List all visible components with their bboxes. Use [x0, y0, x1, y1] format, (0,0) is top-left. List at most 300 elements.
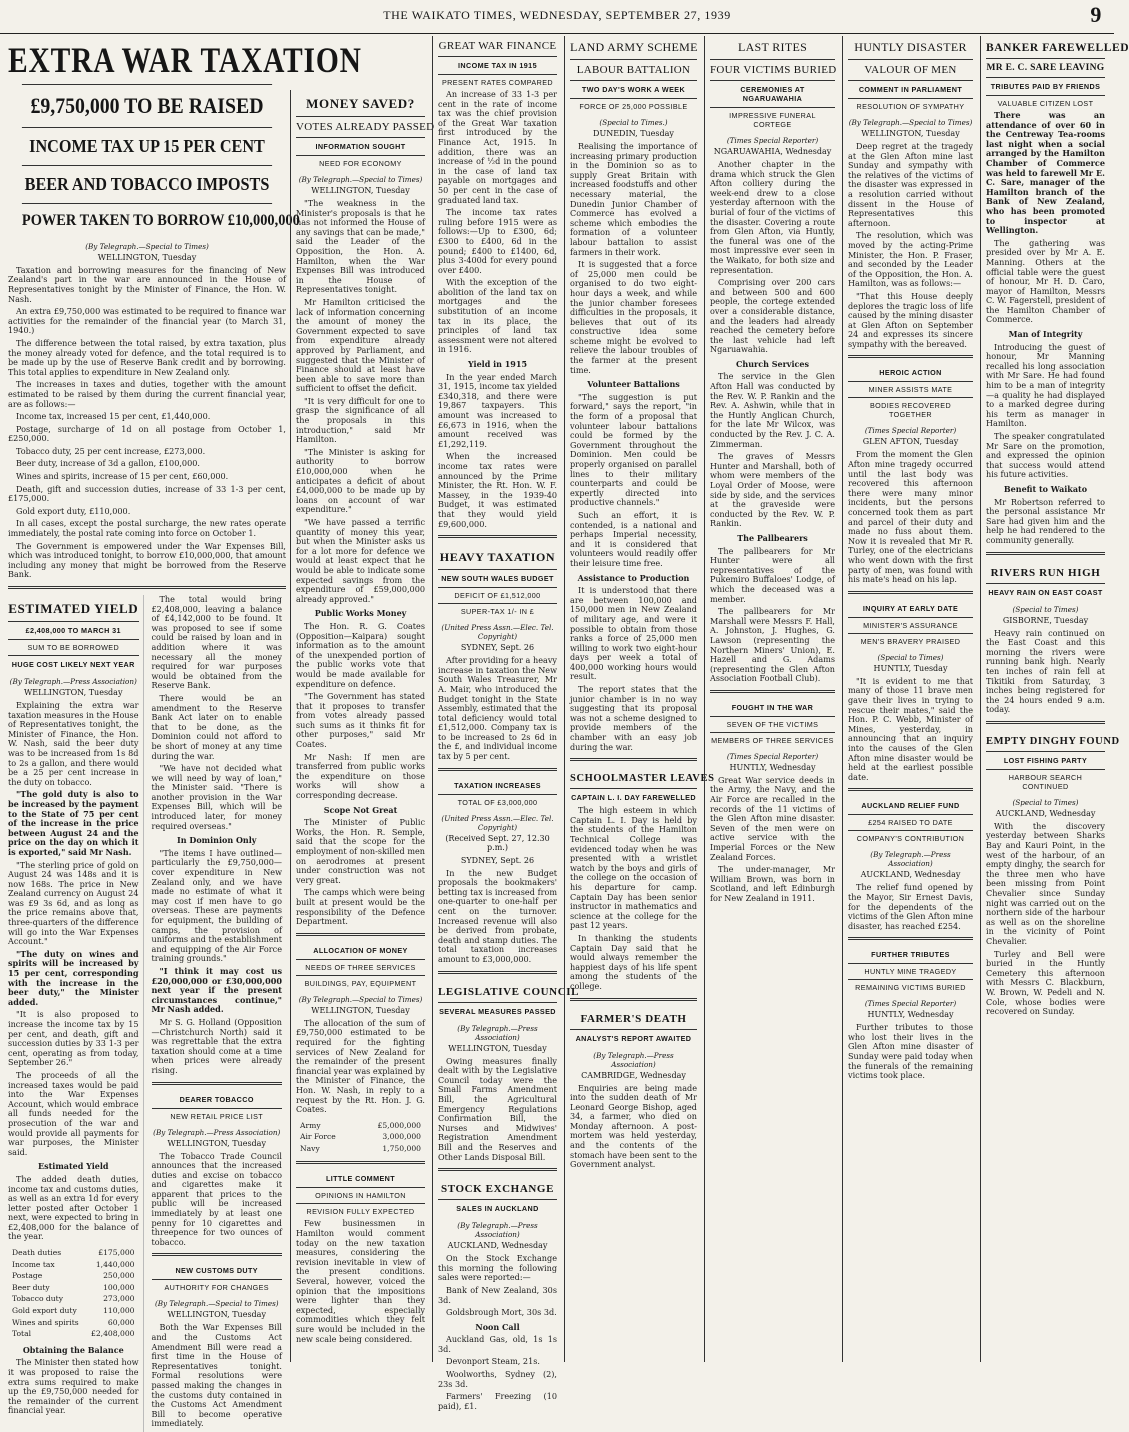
money-para: "The Government has stated that it proposes to transfer from votes already passed such sums as it thinks fit for other purposes," said Mr Coates.	[296, 691, 425, 750]
table-cell: 273,000	[103, 1294, 135, 1304]
little-para: Few businessmen in Hamilton would comment today on the new taxation measures, considering the revision inevitable in view of the present conditions. Several, however, voiced the opinion that the impositions were lighter than they expected, especially commodities which they felt sure would be included in the new scale being considered.	[296, 1218, 425, 1344]
lead-para: The Government is empowered under the War Expenses Bill, which was introduced tonight, to borrow £10,000,000, that amount including any money that might be borrowed from the Reserve Bank.	[8, 540, 286, 580]
heavy-heads	[438, 544, 557, 619]
fought-byline: (Times Special Reporter)	[726, 751, 819, 761]
school-para: In thanking the students Captain Day said that he would always remember the happiest days of his life spent among the students of the college.	[570, 932, 697, 991]
fought-para: The under-manager, Mr William Brown, was born in Scotland, and left Edinburgh for New Zealand in 1911.	[710, 864, 835, 903]
rivers-byline: (Special to Times)	[1012, 604, 1079, 614]
stock-line: Woolworths, Sydney (2), 23s 3d.	[438, 1369, 557, 1389]
lead-subcolumns	[8, 595, 286, 1432]
dinghy-h3: HARBOUR SEARCH CONTINUED	[986, 769, 1105, 794]
divider	[8, 586, 286, 589]
divider	[296, 1161, 425, 1164]
masthead-title: THE WAIKATO TIMES, WEDNESDAY, SEPTEMBER 27, 1939	[383, 8, 731, 22]
rites-para: The service in the Glen Afton Hall was conducted by the Rev. W. P. Rankin and the Rev. A. Ashwin, while that in the Huntly Anglican Church, for the late Mr Wilcox, was conducted by the Rev. J. C. A. Zimmerman.	[710, 371, 835, 449]
lead-para: Income tax, increased 15 per cent, £1,440,000.	[16, 411, 211, 422]
relief-dateline: AUCKLAND, Wednesday	[860, 870, 961, 880]
estimated-title: ESTIMATED YIELD	[8, 601, 139, 617]
land-para: "The suggestion is put forward," says the report, "in the form of a proposal that volunteer labour battalions could be formed by the Government throughout the Dominion. Men could be properly organised on parallel lines to their military counterparts and could be expertly directed into productive channels."	[570, 391, 697, 508]
table-cell: 110,000	[103, 1306, 135, 1316]
little-h3: REVISION FULLY EXPECTED	[296, 1203, 425, 1219]
lead-para: Wines and spirits, increase of 15 per cent, £60,000.	[16, 471, 229, 482]
taxinc-dateline-2: SYDNEY, Sept. 26	[460, 855, 535, 865]
relief-h2: £254 RAISED TO DATE	[848, 814, 973, 830]
land-dateline: DUNEDIN, Tuesday	[593, 129, 674, 138]
relief-body	[848, 883, 973, 931]
stock-line: Farmers' Freezing (10 paid), £1.	[438, 1391, 557, 1411]
banker-heads	[986, 36, 1129, 111]
further-body	[848, 1023, 973, 1081]
divider	[570, 758, 697, 761]
money-para: The camps which were being built at present would be the responsibility of the Defence Department.	[296, 887, 425, 927]
rites-para: The pallbearers for Mr Marshall were Messrs F. Hall, A. Johnston, J. Hughes, G. Lawson (representing the Northern Miners' Union), E. Hazell and G. Adams (representing the Glen Afton Association Football Club).	[710, 606, 835, 684]
money-h4: NEED FOR ECONOMY	[296, 155, 425, 171]
alloc-byline: (By Telegraph.—Special to Times)	[298, 994, 423, 1004]
lead-para: Gold export duty, £110,000.	[16, 505, 131, 516]
inquiry-byline: (Special to Times)	[877, 652, 944, 662]
divider	[438, 535, 557, 538]
dearer-byline: (By Telegraph.—Press Association)	[153, 1127, 281, 1137]
table-cell: Postage	[12, 1271, 43, 1281]
heavy-byline: (United Press Assn.—Elec. Tel. Copyright)	[441, 623, 554, 642]
table-cell: Air Force	[300, 1132, 336, 1142]
land-body	[570, 142, 697, 752]
rites-byline: (Times Special Reporter)	[726, 136, 819, 145]
rites-body	[710, 160, 835, 684]
fought-para: Great War service deeds in the Army, the Navy, and the Air Force are recalled in the records of the 11 victims of the Glen Afton mine disaster. Seven of the men were on active service with the Imperial Forces or the New Zealand Forces.	[710, 774, 835, 862]
money-dateline: WELLINGTON, Tuesday	[311, 186, 410, 195]
relief-para: The relief fund opened by the Mayor, Sir Ernest Davis, for the dependents of the victims of the Glen Afton mine disaster, has reached £254.	[848, 882, 973, 931]
land-para: Realising the importance of increasing primary production in the Dominion so as to supply Great Britain with increased foodstuffs and other necessary material, the Dunedin Junior Chamber of Commerce has evolved a scheme which embodies the formation of a volunteer labour battalion to assist farmers in their work.	[570, 141, 697, 257]
land-title: LAND ARMY SCHEME	[570, 40, 698, 54]
estimated-para: The Minister then stated how it was proposed to raise the extra sums required to make up the £9,750,000 needed for the remainder of the current financial year.	[8, 1357, 139, 1416]
leg-byline: (By Telegraph.—Press Association)	[457, 1023, 538, 1042]
table-row	[10, 1306, 137, 1316]
rites-para: Comprising over 200 cars and between 500 and 600 people, the cortege extended over a considerable distance, and the leaders had already reached the cemetery before the last vehicle had left Ngaruawahia.	[710, 277, 835, 355]
money-para: "The Minister is asking for authority to borrow £10,000,000 when he anticipates a deficit of about £4,000,000 to be made up by loans on account of war expenditure."	[296, 446, 425, 515]
lead-para: An extra £9,750,000 was estimated to be required to finance war activities for the remainder of the financial year (to March 31, 1940.)	[8, 306, 286, 336]
rivers-heads	[986, 561, 1105, 601]
finance-para: An increase of 33 1-3 per cent in the rate of income tax was the chief provision of the Great War taxation first introduced by the Finance Act, 1915. In addition, there was an increase of ½d in the pound in the case of land tax payable on mortgages and 50 per cent in the case of graduated land tax.	[438, 89, 557, 205]
heroic-byline: (Times Special Reporter)	[864, 426, 957, 436]
school-heads	[570, 767, 715, 806]
estimated-para: "The duty on wines and spirits will be increased by 15 per cent, corresponding with the increase in the beer duty," the Minister added.	[8, 948, 139, 1007]
estimated-h4: HUGE COST LIKELY NEXT YEAR	[8, 655, 139, 673]
customs-dateline: WELLINGTON, Tuesday	[167, 1310, 266, 1320]
stock-subhead: Noon Call	[475, 1321, 520, 1332]
money-h2: VOTES ALREADY PASSED	[296, 116, 425, 137]
money-subhead-2: Scope Not Great	[323, 804, 398, 815]
estimated-para: Explaining the extra war taxation measures in the House of Representatives tonight, the Minister of Finance, the Hon. W. Nash, said the beer duty was to be increased from 1s 8d to 2s a gallon, and there would be a 25 per cent increase in the duty on tobacco.	[8, 700, 139, 787]
heroic-body	[848, 450, 973, 584]
dearer-para: The Tobacco Trade Council announces that the increased duties and excise on tobacco and cigarettes make it apparent that prices to the public will be increased immediately by at least one penny for 10 cigarettes and threepence for two ounces of tobacco.	[151, 1150, 282, 1247]
estimated-body	[8, 701, 139, 1416]
money-body	[296, 199, 425, 927]
taxinc-heads	[438, 777, 557, 810]
rivers-body	[986, 629, 1105, 715]
finance-para: When the increased income tax rates were announced by the Prime Minister, the Rt. Hon. W. F. Massey, in the 1939-40 Budget, it was estimated that they would yield £9,600,000.	[438, 451, 557, 529]
continuation-para: "We have not decided what we will need by way of loan," the Minister said. "There is another provision in the War Expenses Bill, which will be introduced later, for money required overseas."	[151, 763, 282, 831]
taxinc-dateline: (Received Sept. 27, 12.30 p.m.)	[445, 833, 550, 852]
dinghy-para: With the discovery yesterday between Sharks Bay and Kauri Point, in the west of the harbour, of an empty dinghy, the search for the three men who have been missing from Point Chevalier since Sunday night was carried out on the northern side of the harbour as well as on the shoreline in the vicinity of Point Chevalier.	[986, 820, 1105, 946]
divider	[570, 998, 697, 1001]
table-row	[10, 1318, 137, 1328]
customs-para: Both the War Expenses Bill and the Customs Act Amendment Bill were read a first time in the House of Representatives tonight. Formal resolutions were passed making the changes in the customs duty contained in the Customs Act Amendment Bill to become operative immediately.	[151, 1322, 282, 1429]
heroic-para: From the moment the Glen Afton mine tragedy occurred until the last body was recovered this afternoon there were many minor incidents, but the persons concerned took them as part and parcel of their duty and made no fuss about them. Now it is revealed that Mr R. Turley, one of the electricians who went down with the first party of men, was found with his mate's head on his lap.	[848, 449, 973, 585]
farmer-h2: ANALYST'S REPORT AWAITED	[570, 1029, 697, 1047]
alloc-h3: BUILDINGS, PAY, EQUIPMENT	[296, 975, 425, 991]
land-h2: LABOUR BATTALION	[570, 59, 697, 80]
dinghy-title: EMPTY DINGHY FOUND	[986, 735, 1120, 747]
money-para: "We have passed a terrific quantity of money this year, but when the Minister asks us for a lot more for defence we would at least expect that he would be able to indicate some expected savings from the expenditure of £59,000,000 already approved."	[296, 517, 425, 604]
rites-subhead: Church Services	[736, 358, 809, 369]
table-row	[10, 1260, 137, 1270]
table-cell: 60,000	[107, 1317, 135, 1327]
table-row	[298, 1132, 423, 1142]
table-cell: 250,000	[103, 1271, 135, 1281]
divider	[438, 1168, 557, 1171]
banker-para: There was an attendance of over 60 in the Centreway Tea-rooms last night when a social arranged by the Hamilton Chamber of Commerce was held to farewell Mr E. C. Sare, manager of the Hamilton branch of the Bank of New Zealand, who has been promoted to inspector at Wellington.	[986, 110, 1105, 236]
heroic-heads	[848, 364, 973, 422]
stock-dateline: AUCKLAND, Wednesday	[447, 1241, 548, 1251]
table-cell: £5,000,000	[377, 1120, 421, 1130]
divider	[438, 768, 557, 771]
leg-title: LEGISLATIVE COUNCIL	[438, 985, 580, 998]
relief-heads	[848, 797, 973, 846]
land-subhead: Volunteer Battalions	[587, 379, 680, 390]
land-heads	[570, 36, 697, 114]
school-h2: CAPTAIN L. I. DAY FAREWELLED	[570, 788, 697, 806]
land-para: It is suggested that a force of 25,000 men could be organised to do two eight-hour days a week, and while the junior chamber foresees difficulties in the proposals, it believes that out of its constructive idea some scheme might be evolved to relieve the labour troubles of the farmer at the present time.	[570, 259, 697, 375]
lead-dateline: WELLINGTON, Tuesday	[97, 252, 197, 262]
further-byline: (Times Special Reporter)	[864, 999, 957, 1009]
table-cell: Tobacco duty	[12, 1294, 64, 1304]
table-cell: 100,000	[103, 1282, 135, 1292]
land-army-column	[564, 36, 715, 1362]
customs-heads	[152, 1262, 283, 1295]
table-cell: Navy	[300, 1143, 320, 1153]
divider	[986, 721, 1105, 724]
lead-para: In all cases, except the postal surcharge, the new rates operate immediately, the postal rate coming into force on October 1.	[8, 518, 286, 539]
further-heads	[848, 946, 973, 995]
stock-byline: (By Telegraph.—Press Association)	[457, 1221, 538, 1240]
table-cell: £175,000	[98, 1248, 135, 1258]
table-cell: Beer duty	[12, 1282, 50, 1292]
leg-para: Owing measures finally dealt with by the Legislative Council today were the Small Farms Amendment Bill, the Agricultural Emergency Regulations Confirmation Bill, the Nurses and Midwives' Registration Amendment Bill and the Reserves and Other Lands Disposal Bill.	[438, 1055, 557, 1162]
heroic-h3: BODIES RECOVERED TOGETHER	[848, 397, 973, 422]
huntly-dateline: WELLINGTON, Tuesday	[861, 129, 960, 138]
dearer-dateline: WELLINGTON, Tuesday	[167, 1138, 266, 1148]
lead-continuation	[152, 595, 287, 1432]
dearer-h2: NEW RETAIL PRICE LIST	[152, 1108, 283, 1124]
alloc-h2: NEEDS OF THREE SERVICES	[296, 959, 425, 975]
inquiry-title: INQUIRY AT EARLY DATE	[862, 603, 959, 613]
huntly-para: Deep regret at the tragedy at the Glen Afton mine last Sunday and sympathy with the relatives of the victims of the disaster was expressed in a resolution carried without dissent in the House of Representatives this afternoon.	[848, 141, 973, 228]
banker-para: Mr Robertson referred to the personal assistance Mr Sare had given him and the help he had rendered to the community generally.	[986, 496, 1105, 545]
divider	[152, 1082, 283, 1085]
rites-h2: FOUR VICTIMS BURIED	[710, 59, 835, 80]
masthead	[0, 0, 1114, 34]
customs-h2: AUTHORITY FOR CHANGES	[152, 1279, 283, 1295]
taxinc-h2: TOTAL OF £3,000,000	[438, 794, 557, 810]
table-cell: Income tax	[12, 1259, 55, 1269]
stock-heads	[438, 1177, 557, 1217]
alloc-body	[296, 1019, 425, 1156]
table-cell: £2,408,000	[91, 1329, 135, 1339]
rivers-title: RIVERS RUN HIGH	[990, 566, 1101, 579]
rites-heads	[710, 36, 835, 132]
rites-h4: IMPRESSIVE FUNERAL CORTEGE	[710, 107, 835, 132]
huntly-para: The resolution, which was moved by the acting-Prime Minister, the Hon. P. Fraser, and seconded by the Leader of the Opposition, the Hon. A. Hamilton, was as follows:—	[848, 230, 973, 289]
inquiry-para: "It is evident to me that many of those 11 brave men gave their lives in trying to rescue their mates," said the Hon. P. C. Webb, Minister of Mines, yesterday, in announcing that an inquiry into the causes of the Glen Afton mine disaster would be held at the earliest possible date.	[848, 675, 973, 782]
further-title: FURTHER TRIBUTES	[871, 950, 950, 960]
alloc-dateline: WELLINGTON, Tuesday	[311, 1005, 410, 1015]
dinghy-h2: LOST FISHING PARTY	[986, 751, 1105, 769]
last-rites-column	[704, 36, 840, 1362]
relief-h3: COMPANY'S CONTRIBUTION	[848, 830, 973, 846]
taxinc-body	[438, 869, 557, 965]
banker-para: The speaker congratulated Mr Sare on the promotion, and expressed the opinion that success would attend his future activities.	[986, 431, 1105, 480]
continuation-para: Mr S. G. Holland (Opposition—Christchurch North) said it was regrettable that the extra taxation should come at a time when prices were already rising.	[151, 1016, 282, 1075]
estimated-para: The proceeds of all the increased taxes would be paid into the War Expenses Account, which would embrace all funds needed for the prosecution of the war and would provide all payments for war purposes, the Minister said.	[8, 1069, 139, 1157]
inquiry-body	[848, 677, 973, 783]
dearer-title: DEARER TOBACCO	[179, 1094, 254, 1104]
banker-h3: TRIBUTES PAID BY FRIENDS	[986, 77, 1105, 95]
rites-para: The pallbearers for Mr Hunter were all representatives of the Pukemiro Buffaloes' Lodge, of which the deceased was a member.	[710, 545, 835, 604]
banker-h4: VALUABLE CITIZEN LOST	[986, 95, 1105, 111]
lead-sub1: £9,750,000 TO BE RAISED	[22, 84, 272, 127]
table-cell: Total	[12, 1329, 32, 1339]
money-saved-column	[290, 90, 435, 1362]
lead-sub2: INCOME TAX UP 15 PER CENT	[22, 127, 272, 165]
divider	[152, 1253, 283, 1256]
estimated-h3: SUM TO BE BORROWED	[8, 639, 139, 655]
dinghy-heads	[986, 730, 1120, 794]
lead-para: Death, gift and succession duties, increase of 33 1-3 per cent, £175,000.	[8, 483, 286, 504]
money-para: Mr Hamilton criticised the lack of information concerning the amount of money the Government expected to save from expenditure already approved by Parliament, and suggested that the Minister of Finance should at least have been able to save more than sufficient to offset the deficit.	[296, 296, 425, 394]
table-cell: Gold export duty	[12, 1306, 77, 1316]
stock-line: Auckland Gas, old, 1s 1s 3d.	[438, 1334, 557, 1354]
table-row	[10, 1294, 137, 1304]
money-para: The Minister of Public Works, the Hon. R. Semple, said that the scope for the employment of non-skilled men on aerodromes at present under construction was not very great.	[296, 817, 425, 885]
continuation-body	[152, 595, 283, 1076]
farmer-byline: (By Telegraph.—Press Association)	[593, 1050, 674, 1069]
table-cell: 3,000,000	[382, 1132, 421, 1142]
land-para: The report states that the junior chamber is in no way suggesting that its proposal was not a scheme designed to provide members of the chamber with an easy job during the war.	[570, 684, 697, 752]
heroic-title: HEROIC ACTION	[879, 368, 942, 378]
dinghy-body	[986, 822, 1105, 1017]
land-h3: TWO DAY'S WORK A WEEK	[570, 80, 697, 98]
banker-para: Introducing the guest of honour, Mr Manning recalled his long association with Mr Sare. He had found him to be a man of integrity—a quality he had displayed to a marked degree during his term as manager in Hamilton.	[986, 341, 1105, 429]
heavy-para: After providing for a heavy increase in taxation the New South Wales Treasurer, Mr A. Mair, who introduced the Budget tonight in the State Assembly, estimated that the total deficiency would total £1,512,000. Company tax is to be increased to 2s 6d in the £, and individual income tax by 5 per cent.	[438, 655, 557, 762]
inquiry-h2: MINISTER'S ASSURANCE	[848, 617, 973, 633]
rivers-para: Heavy rain continued on the East Coast and this morning the rivers were running bank high. Nearly ten inches of rain fell at Tikitiki from Saturday, 3 inches being registered for the 24 hours ended 9 a.m. today.	[986, 627, 1105, 715]
lead-byline: (By Telegraph.—Special to Times)	[85, 241, 209, 251]
heavy-title: HEAVY TAXATION	[439, 550, 556, 565]
estimated-para: "It is also proposed to increase the income tax by 15 per cent, and death, gift and succession duties by 33 1-3 per cent, operating as from today, September 26."	[8, 1009, 139, 1068]
estimated-para: "The gold duty is also to be increased by the payment to the State of 75 per cent of the increase in the price between August 24 and the price on the day on which it is exported," said Mr Nash.	[8, 789, 139, 857]
estimated-subhead-2: Obtaining the Balance	[22, 1344, 124, 1355]
leg-heads	[438, 980, 580, 1020]
money-heads	[296, 90, 435, 171]
banker-subhead: Man of Integrity	[1008, 329, 1083, 340]
table-row	[10, 1283, 137, 1293]
taxinc-para: In the new Budget proposals the bookmakers' betting tax is increased from one-quarter to one-half per cent on the turnover. Increased revenue will also be derived from probate, death and stamp duties. The total taxation increases amount to £3,000,000.	[438, 867, 557, 964]
finance-para: In the year ended March 31, 1915, income tax yielded £340,318, and there were 19,867 taxpayers. This amount was increased to £6,673 in 1916, when the amount received was £1,292,119.	[438, 371, 557, 449]
finance-para: The income tax rates ruling before 1915 were as follows:—Up to £300, 6d; £300 to £400, 6d in the pound; £400 to £1400, 6d, plus 3-400d for every pound over £400.	[438, 207, 557, 275]
heavy-h2: NEW SOUTH WALES BUDGET	[438, 569, 557, 587]
divider	[296, 933, 425, 936]
rivers-h2: HEAVY RAIN ON EAST COAST	[986, 583, 1105, 601]
continuation-para: There would be an amendment to the Reserve Bank Act later on to enable that to be done, as the Dominion could not afford to be short of money at any time during the war.	[151, 692, 282, 761]
finance-column	[432, 36, 580, 1411]
continuation-para: "The items I have outlined—particularly the £9,750,000—cover expenditure in New Zealand only, and we have made no estimate of what it may cost if men have to go overseas. These are payments for equipment, the building of camps, the provision of uniforms and the establishment and equipping of the Air Force training grounds."	[151, 847, 282, 964]
huntly-heads	[848, 36, 973, 114]
lead-body	[8, 266, 286, 580]
estimated-heads	[8, 595, 139, 673]
huntly-para: "That this House deeply deplores the tragic loss of life caused by the mining disaster at Glen Afton on September 24 and expresses its sincere sympathy with the bereaved.	[848, 290, 973, 349]
land-byline: (Special to Times.)	[599, 118, 668, 127]
table-cell: 1,440,000	[95, 1259, 135, 1269]
finance-h2: INCOME TAX IN 1915	[438, 56, 557, 74]
banker-subhead-2: Benefit to Waikato	[1003, 483, 1088, 494]
huntly-h3: COMMENT IN PARLIAMENT	[848, 80, 973, 98]
rites-h3: CEREMONIES AT NGARUAWAHIA	[710, 80, 835, 107]
alloc-heads	[296, 942, 425, 991]
lead-sub3: BEER AND TOBACCO IMPOSTS	[22, 165, 272, 203]
land-para: It is understood that there are between 100,000 and 150,000 men in New Zealand of military age, and were it possible to obtain from those ranks a force of 25,000 men willing to work two eight-hour days per week a total of 400,000 working hours would result.	[570, 585, 697, 682]
alloc-table	[296, 1119, 425, 1156]
rivers-dateline: GISBORNE, Tuesday	[1002, 615, 1089, 625]
fought-h2: SEVEN OF THE VICTIMS	[710, 716, 835, 732]
rites-title: LAST RITES	[737, 40, 808, 54]
dinghy-para: Turley and Bell were buried in the Huntly Cemetery this afternoon with Messrs C. Blackburn, W. Brown, W. Pedeli and N. Cole, whose bodies were recovered on Sunday.	[986, 948, 1105, 1017]
finance-body	[438, 90, 557, 529]
land-para: Such an effort, it is contended, is a national and perhaps Imperial necessity, and it is considered that volunteers would readily offer their leisure time free.	[570, 509, 697, 568]
lead-sub4: POWER TAKEN TO BORROW £10,000,000	[22, 203, 272, 238]
leg-body	[438, 1057, 557, 1163]
money-para: Mr Nash: If men are transferred from public works the expenditure on those works will show a corresponding decrease.	[296, 751, 425, 801]
inquiry-dateline: HUNTLY, Tuesday	[873, 663, 948, 673]
little-body	[296, 1219, 425, 1344]
finance-title: GREAT WAR FINANCE	[438, 40, 557, 52]
little-heads	[296, 1170, 425, 1219]
customs-body	[152, 1323, 283, 1429]
huntly-byline: (By Telegraph.—Special to Times)	[848, 118, 973, 127]
divider	[438, 971, 557, 974]
banker-title: BANKER FAREWELLED	[986, 42, 1129, 54]
alloc-para: The allocation of the sum of £9,750,000 estimated to be required for the fighting services of New Zealand for the remainder of the present financial year was explained by the Minister of Finance, the Hon. W. Nash, in reply to a request by the Rt. Hon. J. G. Coates.	[296, 1017, 425, 1115]
finance-heads	[438, 36, 557, 90]
farmer-dateline: CAMBRIDGE, Wednesday	[581, 1070, 686, 1080]
relief-title: AUCKLAND RELIEF FUND	[861, 801, 960, 811]
little-h2: OPINIONS IN HAMILTON	[296, 1187, 425, 1203]
table-cell: Wines and spirits	[12, 1317, 79, 1327]
customs-title: NEW CUSTOMS DUTY	[175, 1266, 259, 1276]
huntly-title: HUNTLY DISASTER	[854, 40, 967, 54]
rites-subhead-2: The Pallbearers	[737, 532, 808, 543]
banker-column	[980, 36, 1129, 1362]
stock-para: On the Stock Exchange this morning the following sales were reported:—	[438, 1253, 557, 1283]
heavy-dateline: SYDNEY, Sept. 26	[460, 643, 535, 653]
huntly-disaster-column	[842, 36, 978, 1362]
money-para: "The weakness in the Minister's proposals is that he has not informed the House of any savings that can be made," said the Leader of the Opposition, the Hon. A. Hamilton, when the War Expenses Bill was introduced in the House of Representatives tonight.	[296, 198, 425, 295]
divider	[848, 788, 973, 791]
estimated-yield-story	[8, 595, 144, 1432]
divider	[848, 355, 973, 358]
lead-headline: EXTRA WAR TAXATION	[8, 40, 362, 80]
taxinc-byline: (United Press Assn.—Elec. Tel. Copyright)	[441, 813, 554, 832]
farmer-body	[570, 1084, 697, 1170]
divider	[986, 552, 1105, 555]
banker-h2: MR E. C. SARE LEAVING	[986, 58, 1105, 77]
page-number: 9	[1090, 2, 1102, 27]
estimated-para: "The sterling price of gold on August 24 was 148s and it is now 168s. The price in New Zealand currency on August 24 was £9 3s 6d, and as long as the price remains above that, three-quarters of the difference will go into the War Expenses Account."	[8, 859, 139, 947]
yield-table	[8, 1246, 139, 1341]
school-body	[570, 806, 697, 991]
lead-para: The increases in taxes and duties, together with the amount estimated to be raised by them during the current financial year, are as follows:—	[8, 379, 286, 409]
lead-para: The difference between the total raised, by extra taxation, plus the money already voted for defence, and the total required is to be made up by the use of Reserve Bank credit and by borrowing. This total applies to expenditure in New Zealand only.	[8, 337, 286, 377]
huntly-h2: VALOUR OF MEN	[848, 59, 973, 80]
farmer-heads	[570, 1007, 697, 1047]
stock-line: Bank of New Zealand, 30s 3d.	[438, 1284, 557, 1305]
little-title: LITTLE COMMENT	[325, 1174, 396, 1184]
land-subhead-2: Assistance to Production	[577, 572, 690, 583]
table-cell: 1,750,000	[382, 1143, 421, 1153]
lead-para: Beer duty, increase of 3d a gallon, £100,000.	[16, 458, 200, 469]
estimated-byline: (By Telegraph.—Press Association)	[9, 677, 137, 687]
banker-para: The gathering was presided over by Mr A. E. Manning. Others at the official table were the guest of honour, Mr H. D. Caro, mayor of Hamilton, Messrs C. W. Fagerstell, president of the Hamilton Chamber of Commerce.	[986, 237, 1105, 325]
dearer-heads	[152, 1091, 283, 1124]
further-h3: REMAINING VICTIMS BURIED	[848, 979, 973, 995]
table-row	[10, 1329, 137, 1339]
banker-body	[986, 111, 1105, 546]
table-row	[298, 1121, 423, 1131]
money-title: MONEY SAVED?	[306, 96, 415, 111]
table-cell: Army	[300, 1120, 321, 1130]
heavy-h3: DEFICIT OF £1,512,000	[438, 587, 557, 603]
stock-body	[438, 1254, 557, 1411]
continuation-subhead: In Dominion Only	[177, 835, 257, 846]
heroic-h2: MINER ASSISTS MATE	[848, 381, 973, 397]
dinghy-dateline: AUCKLAND, Wednesday	[995, 808, 1096, 818]
further-para: Further tributes to those who lost their lives in the Glen Afton mine disaster of Sunday were paid today when the funerals of the remaining victims took place.	[848, 1022, 973, 1081]
finance-subhead: Yield in 1915	[467, 359, 528, 370]
table-row	[10, 1248, 137, 1258]
money-byline: (By Telegraph.—Special to Times)	[298, 175, 423, 184]
continuation-para: "I think it may cost us £20,000,000 or £30,000,000 next year if the present circumstances continue," Mr Nash added.	[151, 965, 282, 1015]
fought-dateline: HUNTLY, Wednesday	[729, 762, 816, 772]
land-h4: FORCE OF 25,000 POSSIBLE	[570, 98, 697, 114]
rites-para: Another chapter in the drama which struck the Glen Afton colliery during the week-end drew to a close yesterday afternoon with the burial of four of the victims of the disaster. Covering a route from Glen Afton, via Huntly, the funeral was one of the most impressive ever seen in the Waikato, for both size and representation.	[710, 159, 835, 275]
fought-title: FOUGHT IN THE WAR	[731, 702, 814, 712]
dearer-body	[152, 1152, 283, 1248]
money-h3: INFORMATION SOUGHT	[296, 137, 425, 155]
finance-para: With the exception of the abolition of the land tax on mortgages and the substitution of an income tax in its place, the principles of land tax assessment were not altered in 1916.	[438, 277, 557, 355]
money-subhead: Public Works Money	[314, 608, 407, 619]
fought-heads	[710, 699, 835, 748]
table-cell: Death duties	[12, 1248, 62, 1258]
table-row	[10, 1271, 137, 1281]
estimated-para: The added death duties, income tax and customs duties, as well as an extra 1d for every letter posted after October 1 next, were expected to bring in £2,408,000 for the balance of the year.	[8, 1173, 139, 1242]
estimated-dateline: WELLINGTON, Tuesday	[24, 688, 123, 698]
heavy-body	[438, 656, 557, 762]
lead-para: Taxation and borrowing measures for the financing of New Zealand's part in the war are announced in the House of Representatives tonight by the Minister of Finance, the Hon. W. Nash.	[8, 264, 286, 304]
lead-para: Tobacco duty, 25 per cent increase, £273,000.	[16, 445, 206, 456]
money-para: "It is very difficult for one to grasp the significance of all the proposals in this introduction," said Mr Hamilton.	[296, 395, 425, 445]
rites-para: The graves of Messrs Hunter and Marshall, both of whom were members of the Loyal Order of Moose, were side by side, and the services at the graveside were conducted by the Rev. W. P. Rankin.	[710, 451, 835, 529]
divider	[848, 591, 973, 594]
